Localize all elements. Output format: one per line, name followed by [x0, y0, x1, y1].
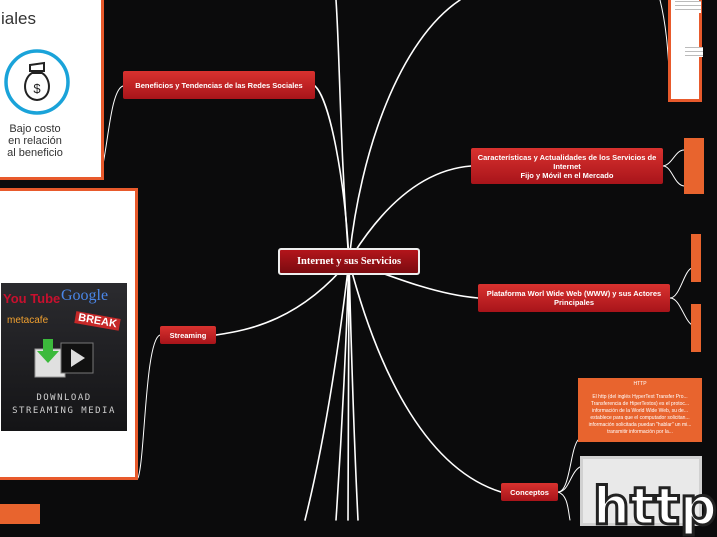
node-label: Conceptos: [510, 487, 549, 497]
streaming-caption-line2: STREAMING MEDIA: [12, 406, 116, 416]
caption-line: Bajo costo: [9, 123, 61, 135]
streaming-media-image: [1, 283, 127, 431]
caption-line: al beneficio: [7, 147, 63, 159]
root-title: Internet y sus Servicios: [296, 256, 402, 267]
www-note-bottom: [691, 304, 701, 352]
mobile-internet-note: [684, 138, 704, 194]
node-plataforma-www[interactable]: [478, 284, 670, 312]
streaming-image-card: [0, 188, 138, 480]
google-logo: Google: [61, 287, 109, 304]
caption-line: en relación: [8, 135, 62, 147]
node-caracteristicas-servicios[interactable]: [471, 148, 663, 184]
youtube-logo: You Tube: [3, 291, 61, 306]
node-label: Plataforma Worl Wide Web (WWW) y sus Actores Principales: [486, 289, 662, 307]
card-text-lines: [685, 47, 703, 57]
node-conceptos[interactable]: [501, 483, 558, 501]
video-camera-icon: [31, 335, 97, 392]
http-image-card: [580, 456, 717, 537]
money-bag-icon: [4, 49, 70, 120]
bottom-left-note: [0, 504, 40, 524]
svg-text:$: $: [33, 81, 41, 96]
http-note-title: HTTP: [633, 381, 647, 387]
http-image-text: http: [593, 477, 717, 537]
node-streaming[interactable]: [160, 326, 216, 344]
social-card-heading: iales: [1, 9, 36, 28]
http-note-body: El http (del inglés HyperText Transfer Pro... Transferencia de HiperTextos) es el protoc... información de la World Wide Web, su de... establece para que el computador solicitan... información solicitada puedan "hablar" un mi... transmitir información por la...: [588, 394, 692, 435]
root-node-internet-servicios[interactable]: [278, 248, 420, 275]
top-right-card: [668, 0, 702, 102]
node-beneficios-redes-sociales[interactable]: [123, 71, 315, 99]
node-label: Streaming: [169, 330, 207, 340]
www-note-top: [691, 234, 701, 282]
break-logo: BREAK: [74, 311, 121, 331]
social-benefits-card: [0, 0, 104, 180]
card-text-lines: [675, 1, 701, 13]
node-label: Fijo y Móvil en el Mercado: [520, 170, 614, 180]
metacafe-logo: metacafe: [7, 315, 49, 326]
streaming-caption-line1: DOWNLOAD: [36, 393, 92, 403]
node-label: Beneficios y Tendencias de las Redes Sociales: [135, 80, 303, 90]
node-label: Características y Actualidades de los Servicios de Internet: [477, 152, 657, 171]
social-card-caption: [0, 123, 71, 159]
http-note: [578, 378, 702, 442]
